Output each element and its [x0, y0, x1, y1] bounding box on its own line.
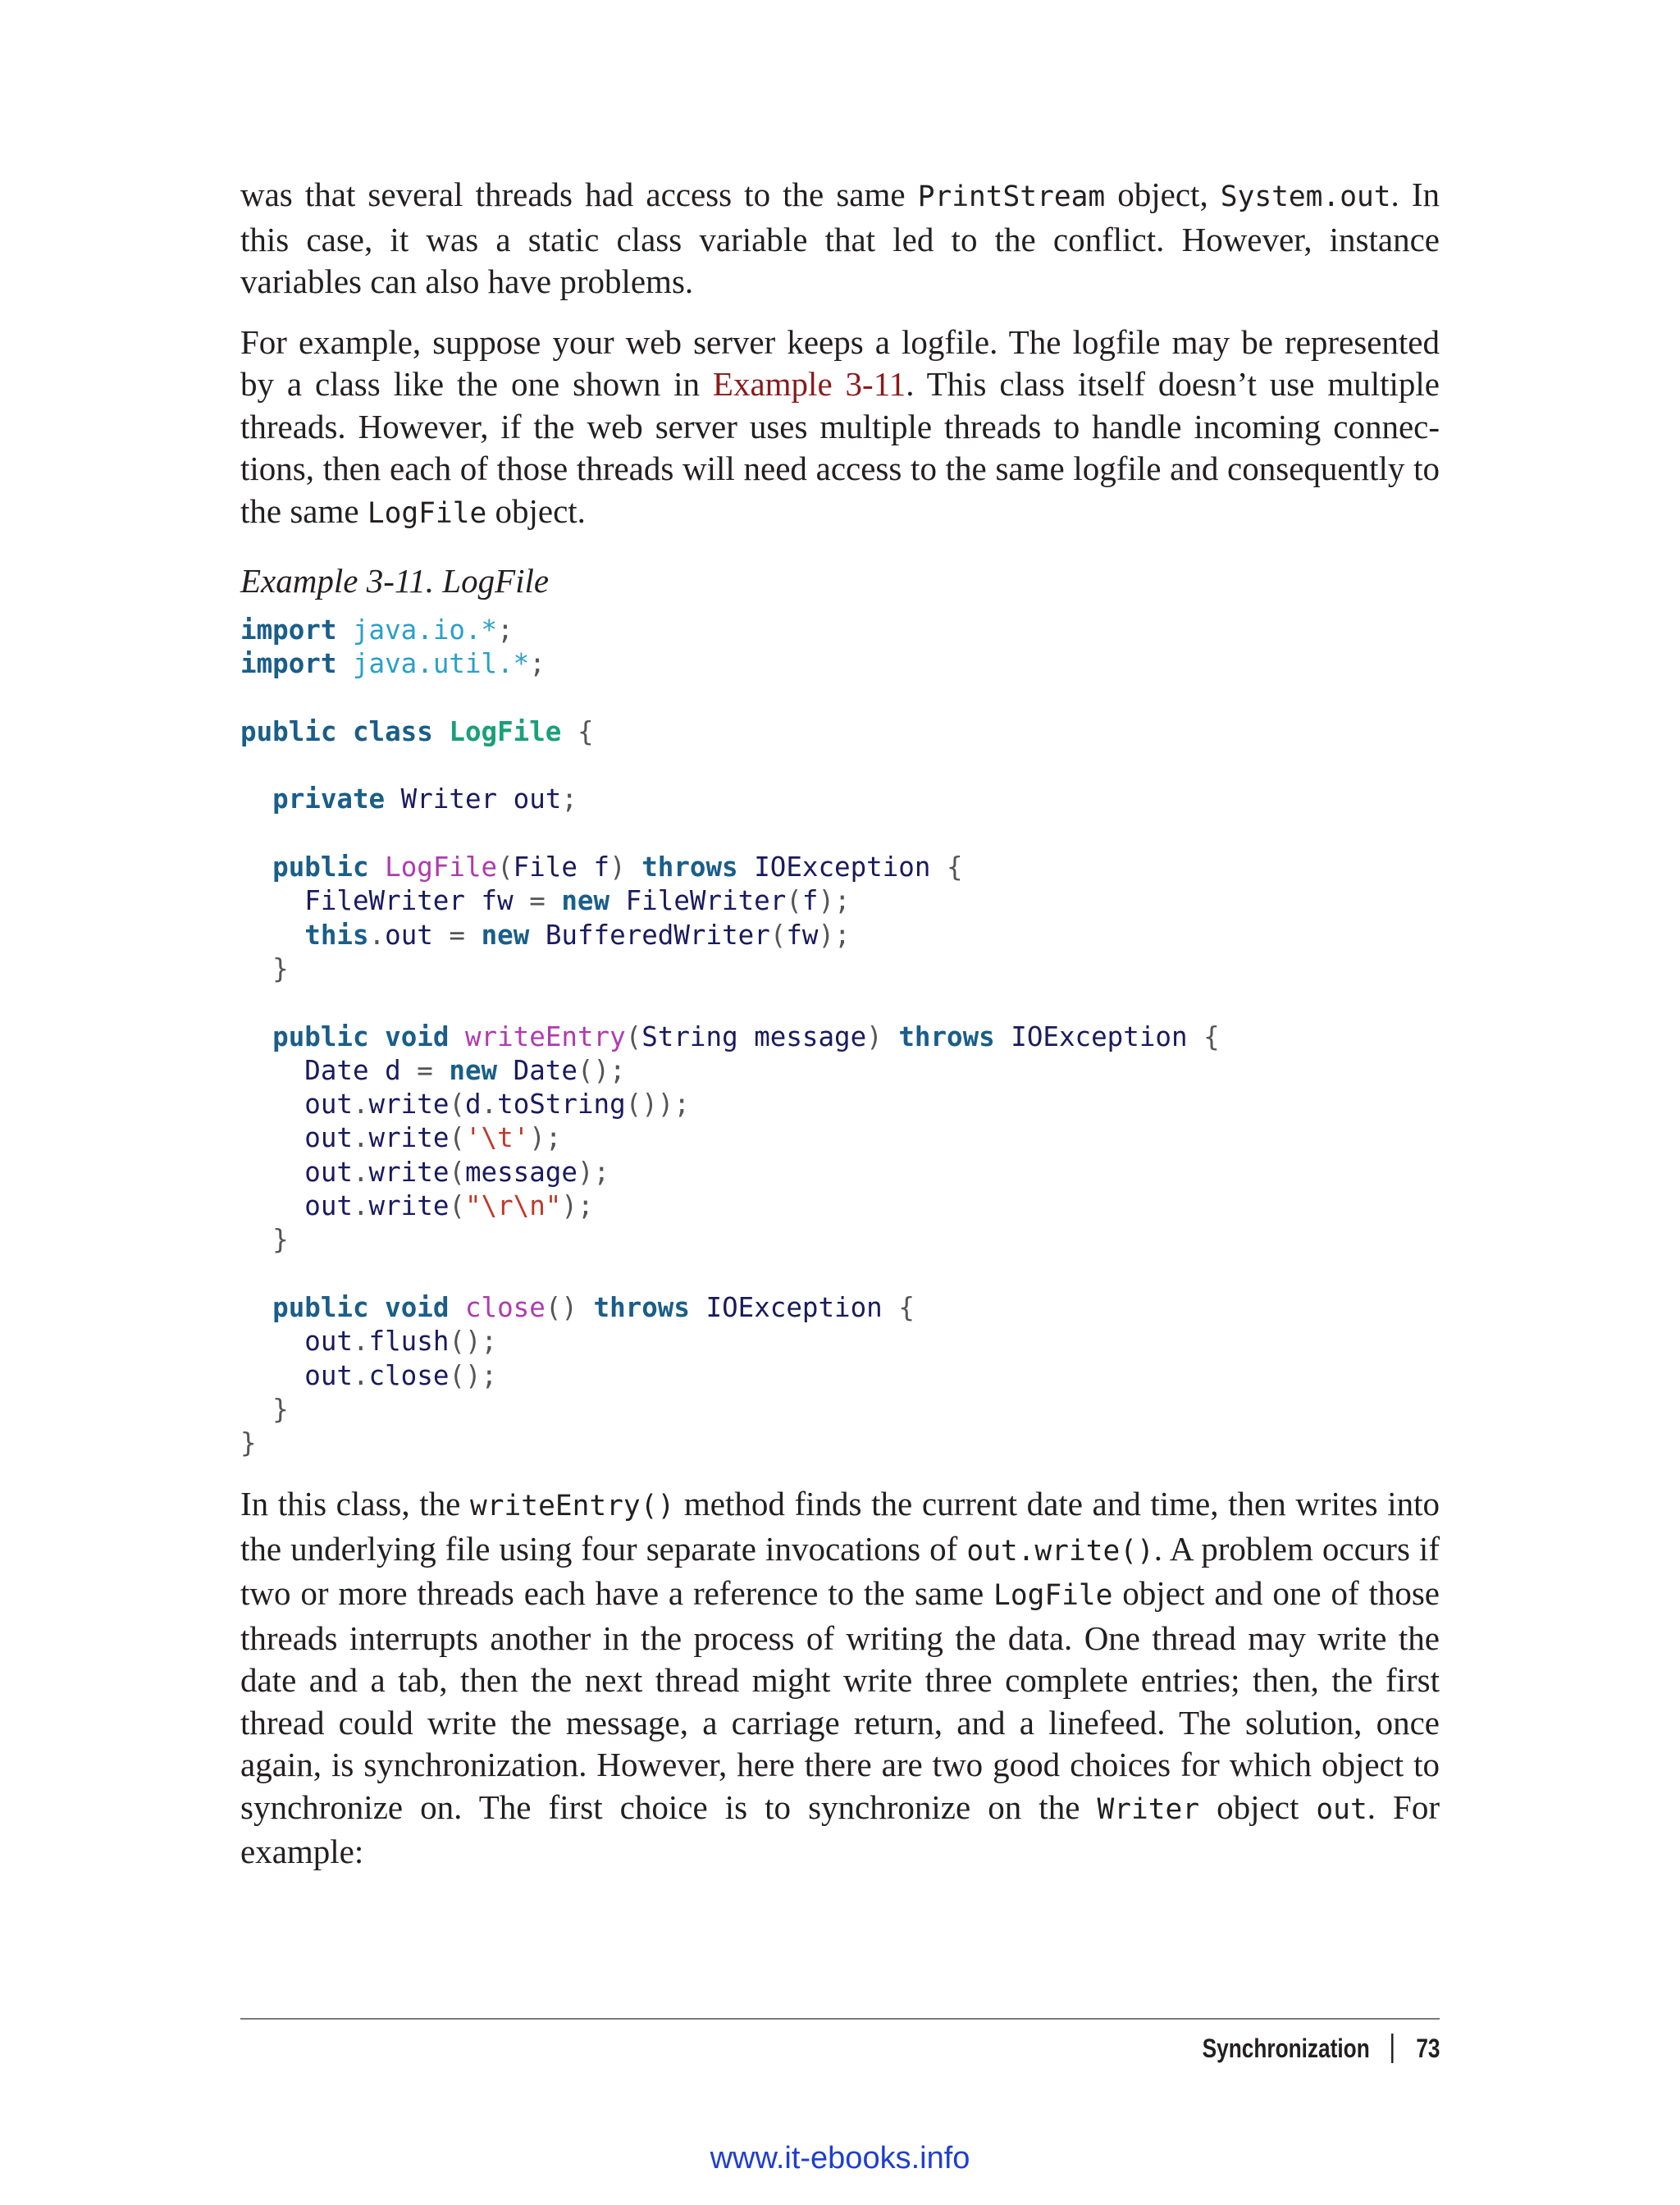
code-line [240, 1427, 1440, 1460]
code-token: ( [786, 885, 802, 917]
code-token [240, 1021, 272, 1052]
code-line [240, 1189, 1440, 1223]
text-run: . This class itself doesn’t use multiple threads. However, if the web server uses multiple threads to handle incoming connections, then each of those threads will need access to the same logfile and consequently to the same [240, 365, 1440, 530]
cross-reference-link[interactable]: Example 3-11 [712, 365, 906, 403]
code-token: } [240, 1224, 289, 1256]
code-token: . [481, 1089, 498, 1121]
code-token: throws [641, 851, 738, 883]
code-line [240, 986, 1440, 1020]
text-run: . For example: [240, 1787, 1440, 1871]
code-token: ); [561, 1190, 594, 1222]
code-token: "\r\n" [464, 1190, 562, 1222]
code-token: ( [769, 919, 787, 951]
code-token: ( [497, 851, 514, 883]
code-token: write [368, 1122, 450, 1154]
code-token: public [272, 851, 369, 883]
text-run: . In this case, it was a static class variable that led to the conflict. However, instance variables can also have problems. [240, 176, 1440, 300]
code-line [240, 1054, 1440, 1088]
code-token: fw [786, 919, 819, 951]
code-token: out [240, 1359, 353, 1391]
text-run: object. [486, 491, 586, 530]
footer-separator [1390, 2034, 1392, 2063]
code-token: void [385, 1020, 450, 1052]
code-token: . [352, 1089, 369, 1121]
code-token: public [240, 715, 337, 747]
code-listing [240, 614, 1440, 1460]
code-token [369, 1292, 386, 1323]
code-token: out [240, 1190, 353, 1222]
code-token: class [352, 715, 433, 747]
code-token: IOException [994, 1020, 1204, 1052]
code-token [449, 1292, 465, 1323]
inline-code: LogFile [367, 496, 487, 530]
code-token: new [481, 919, 530, 951]
code-line [240, 1156, 1440, 1189]
code-token: ); [818, 919, 851, 951]
code-line [240, 851, 1440, 884]
code-token: ( [449, 1089, 465, 1121]
code-line [240, 1088, 1440, 1121]
code-token: java.util.* [352, 648, 530, 680]
text-run: was that several threads had access to the same [240, 176, 918, 213]
code-token: out [240, 1326, 353, 1358]
code-token: ); [529, 1122, 562, 1154]
code-line [240, 614, 1440, 647]
code-token: Writer out [385, 783, 562, 815]
text-run: method finds the current date and time, then writes into the underlying file using four separate invocations of [240, 1485, 1440, 1568]
code-token: } [240, 1393, 289, 1425]
code-token: () [545, 1291, 594, 1323]
code-token: . [368, 919, 386, 951]
code-token: flush [368, 1326, 450, 1358]
footer-divider [240, 2018, 1440, 2020]
code-token: . [352, 1122, 369, 1154]
code-token: close [464, 1291, 546, 1323]
code-token: write [368, 1089, 450, 1121]
code-token [336, 716, 353, 747]
code-token: ()); [625, 1089, 690, 1121]
code-token: ; [497, 614, 514, 646]
code-token: out [385, 919, 450, 951]
inline-code: writeEntry() [470, 1490, 675, 1523]
inline-code: out [1316, 1792, 1367, 1826]
code-token: d [464, 1089, 482, 1121]
code-token: BufferedWriter [529, 919, 770, 951]
code-token: . [352, 1326, 369, 1358]
code-line [240, 1258, 1440, 1291]
code-token: ); [818, 885, 851, 917]
code-token: . [352, 1156, 369, 1188]
code-token: out [240, 1089, 353, 1121]
text-run: object [1199, 1787, 1317, 1826]
code-token: void [385, 1291, 450, 1323]
code-token: FileWriter fw [240, 885, 530, 917]
paragraph-logfile-example [240, 322, 1440, 536]
code-token: ; [529, 648, 546, 680]
code-token: message [464, 1156, 578, 1188]
code-line [240, 884, 1440, 918]
code-token [240, 851, 272, 883]
page-number: 73 [1415, 2034, 1440, 2063]
code-token: Date d [240, 1054, 418, 1086]
code-token: import [240, 614, 337, 646]
footer-section-title: Synchronization [1202, 2034, 1370, 2063]
code-line [240, 1325, 1440, 1358]
code-line [240, 817, 1440, 851]
code-line [240, 1291, 1440, 1325]
code-token [240, 1292, 272, 1323]
code-token: out [240, 1156, 353, 1188]
code-line [240, 1393, 1440, 1427]
paragraph-intro [240, 174, 1440, 304]
code-token: (); [449, 1326, 498, 1358]
code-token: (); [449, 1359, 498, 1391]
code-token: = [417, 1054, 450, 1086]
text-run: In this class, the [240, 1485, 470, 1523]
code-token: { [898, 1291, 915, 1323]
text-run: object and one of those threads interrupts another in the process of writing the data. One thread may write the date and a tab, then the next thread might write three complete entries; then, the first thread could write the message, a carriage return, and a linefeed. The solution, once again, is synchronization. However, here there are two good choices for which object to synchronize on. The first choice is to synchronize on the [240, 1574, 1440, 1826]
code-token: FileWriter [609, 885, 787, 917]
page-footer [1202, 2030, 1440, 2066]
code-line [240, 715, 1440, 749]
paragraph-explanation [240, 1483, 1440, 1874]
code-token: ); [577, 1156, 610, 1188]
code-token: new [449, 1054, 498, 1086]
code-token: LogFile [449, 715, 562, 747]
code-line [240, 1121, 1440, 1155]
code-token: IOException [689, 1291, 899, 1323]
code-token: close [368, 1359, 450, 1391]
code-token: private [272, 783, 386, 815]
page-body [240, 174, 1440, 1892]
code-token [433, 716, 450, 747]
code-token: toString [497, 1089, 626, 1121]
code-token [369, 851, 386, 883]
code-token: ) [609, 851, 642, 883]
code-token [449, 1021, 465, 1052]
code-token: ( [449, 1156, 465, 1188]
code-line [240, 952, 1440, 986]
code-token: . [352, 1190, 369, 1222]
code-line [240, 919, 1440, 952]
code-token: IOException [737, 851, 947, 883]
code-token: new [561, 885, 610, 917]
inline-code: out.write() [966, 1534, 1154, 1568]
code-token: File f [513, 851, 610, 883]
code-token: ( [449, 1122, 465, 1154]
code-token: public [272, 1291, 369, 1323]
code-token: write [368, 1190, 450, 1222]
code-token: '\t' [464, 1122, 530, 1154]
code-line [240, 783, 1440, 816]
code-line [240, 1020, 1440, 1054]
code-token: = [529, 885, 562, 917]
code-token: { [561, 715, 594, 747]
inline-code: Writer [1097, 1792, 1200, 1826]
code-token: write [368, 1156, 450, 1188]
code-token: = [449, 919, 482, 951]
code-token: java.io.* [352, 614, 498, 646]
code-token: f [801, 885, 819, 917]
code-token: throws [593, 1291, 690, 1323]
code-token: String message [641, 1020, 867, 1052]
inline-code: System.out [1220, 180, 1391, 213]
inline-code: PrintStream [917, 180, 1106, 213]
code-token: this [304, 919, 369, 951]
code-token [336, 648, 353, 679]
code-token: out [240, 1122, 353, 1154]
text-run: object, [1105, 176, 1221, 213]
code-token [336, 614, 353, 646]
code-token: Date [497, 1054, 578, 1086]
code-token: import [240, 648, 337, 680]
code-token: public [272, 1020, 369, 1052]
code-token [369, 1021, 386, 1052]
code-token: (); [577, 1054, 626, 1086]
code-token: throws [898, 1020, 995, 1052]
code-line [240, 647, 1440, 681]
code-token: { [947, 851, 963, 883]
text-run: . A problem occurs if two or more threads each have a reference to the same [240, 1529, 1440, 1613]
code-line [240, 1359, 1440, 1393]
code-token: ( [625, 1020, 642, 1052]
watermark-link[interactable]: www.it-ebooks.info [710, 2141, 970, 2175]
text-run: For example, suppose your web server keeps a logfile. The logfile may be represented by a class like the one shown in [240, 322, 1440, 403]
code-token: writeEntry [464, 1020, 626, 1052]
code-line [240, 749, 1440, 783]
code-token: ; [561, 783, 578, 815]
code-token: } [240, 1427, 257, 1459]
code-token: } [240, 952, 289, 984]
code-token [240, 783, 272, 815]
code-token: . [352, 1359, 369, 1391]
code-token: LogFile [385, 851, 498, 883]
inline-code: LogFile [993, 1579, 1113, 1613]
example-caption: Example 3-11. LogFile [240, 562, 550, 600]
code-token: ( [449, 1190, 465, 1222]
code-token: ) [866, 1020, 899, 1052]
code-line [240, 1223, 1440, 1257]
code-token: { [1203, 1020, 1220, 1052]
code-line [240, 682, 1440, 715]
code-token [240, 920, 304, 951]
